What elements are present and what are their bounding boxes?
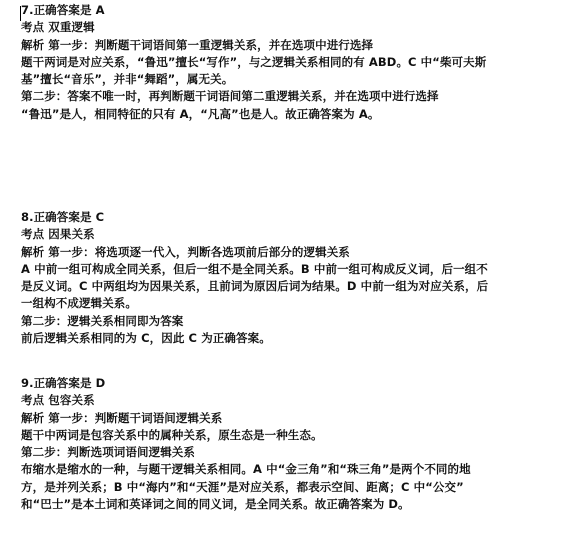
analysis-line: 题干中两词是包容关系中的属种关系，原生态是一种生态。 [21,427,323,442]
analysis-line: A 中前一组可构成全同关系，但后一组不是全同关系。B 中前一组可构成反义词，后一组不 [21,261,488,276]
analysis-line: 解析 第一步：将选项逐一代入，判断各选项前后部分的逻辑关系 [21,244,350,259]
analysis-line: 一组构不成逻辑关系。 [21,296,137,311]
analysis-line: 第二步：逻辑关系相同即为答案 [21,313,184,328]
analysis-line: 是反义词。C 中两组均为因果关系，且前词为原因后词为结果。D 中前一组为对应关系，后 [21,279,489,294]
question-7-explanation [21,2,561,123]
answer-heading: 9.正确答案是 D [21,376,106,390]
analysis-line: 第二步：答案不唯一时，再判断题干词语间第二重逻辑关系，并在选项中进行选择 [21,89,439,104]
topic-line: 考点 包容关系 [21,393,95,408]
analysis-line: 解析 第一步：判断题干词语间第一重逻辑关系，并在选项中进行选择 [21,37,374,52]
answer-heading: 8.正确答案是 C [21,210,105,224]
analysis-line: 题干两词是对应关系，“鲁迅”擅长“写作”，与之逻辑关系相同的有 ABD。C 中“柴可夫斯 [21,54,487,69]
analysis-line: 布缩水是缩水的一种，与题干逻辑关系相同。A 中“金三角”和“珠三角”是两个不同的地 [21,462,471,477]
analysis-line: 解析 第一步：判断题干词语间逻辑关系 [21,410,223,425]
topic-line: 考点 双重逻辑 [21,20,95,35]
analysis-line: 前后逻辑关系相同的为 C，因此 C 为正确答案。 [21,331,271,346]
answer-heading: 7.正确答案是 A [21,3,105,17]
analysis-line: “鲁迅”是人，相同特征的只有 A，“凡高”也是人。故正确答案为 A。 [21,106,380,121]
analysis-line: 第二步：判断选项词语间逻辑关系 [21,445,195,460]
topic-line: 考点 因果关系 [21,227,95,242]
question-9-explanation [21,375,561,513]
analysis-line: 方，是并列关系；B 中“海内”和“天涯”是对应关系，都表示空间、距离；C 中“公交” [21,479,464,494]
question-8-explanation [21,209,561,347]
analysis-line: 和“巴士”是本土词和英译词之间的同义词，是全同关系。故正确答案为 D。 [21,497,410,512]
analysis-line: 基”擅长“音乐”，并非“舞蹈”，属无关。 [21,72,234,87]
